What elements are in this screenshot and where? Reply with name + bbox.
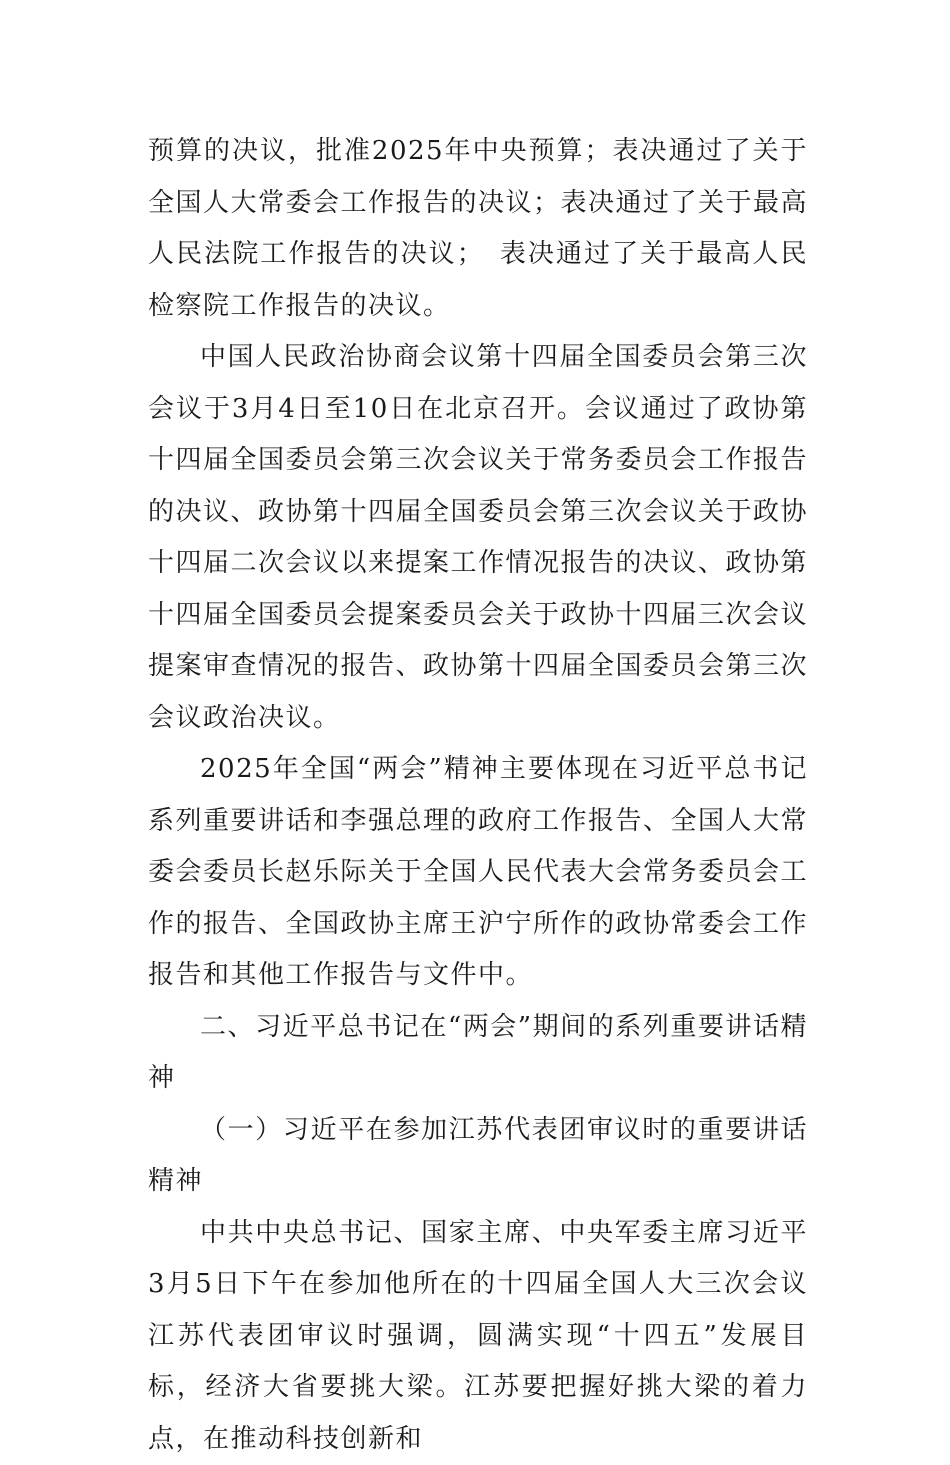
- paragraph-budget-resolutions: 预算的决议，批准2025年中央预算；表决通过了关于全国人大常委会工作报告的决议；表决通过了关于最高人民法院工作报告的决议； 表决通过了关于最高人民检察院工作报告的决议。: [148, 126, 808, 332]
- paragraph-cppcc-session: 中国人民政治协商会议第十四届全国委员会第三次会议于3月4日至10日在北京召开。会议通过了政协第十四届全国委员会第三次会议关于常务委员会工作报告的决议、政协第十四届全国委员会第三次会议关于政协十四届二次会议以来提案工作情况报告的决议、政协第十四届全国委员会提案委员会关于政协十四届三次会议提案审查情况的报告、政协第十四届全国委员会第三次会议政治决议。: [148, 332, 808, 744]
- section-heading-speeches: 二、习近平总书记在“两会”期间的系列重要讲话精神: [148, 1002, 808, 1105]
- subsection-heading-jiangsu: （一）习近平在参加江苏代表团审议时的重要讲话精神: [148, 1105, 808, 1208]
- paragraph-two-sessions-spirit: 2025年全国“两会”精神主要体现在习近平总书记系列重要讲话和李强总理的政府工作报告、全国人大常委会委员长赵乐际关于全国人民代表大会常务委员会工作的报告、全国政协主席王沪宁所作的政协常委会工作报告和其他工作报告与文件中。: [148, 744, 808, 1002]
- paragraph-jiangsu-deliberation: 中共中央总书记、国家主席、中央军委主席习近平3月5日下午在参加他所在的十四届全国人大三次会议江苏代表团审议时强调，圆满实现“十四五”发展目标，经济大省要挑大梁。江苏要把握好挑大梁的着力点，在推动科技创新和: [148, 1208, 808, 1465]
- document-body: [148, 126, 808, 1465]
